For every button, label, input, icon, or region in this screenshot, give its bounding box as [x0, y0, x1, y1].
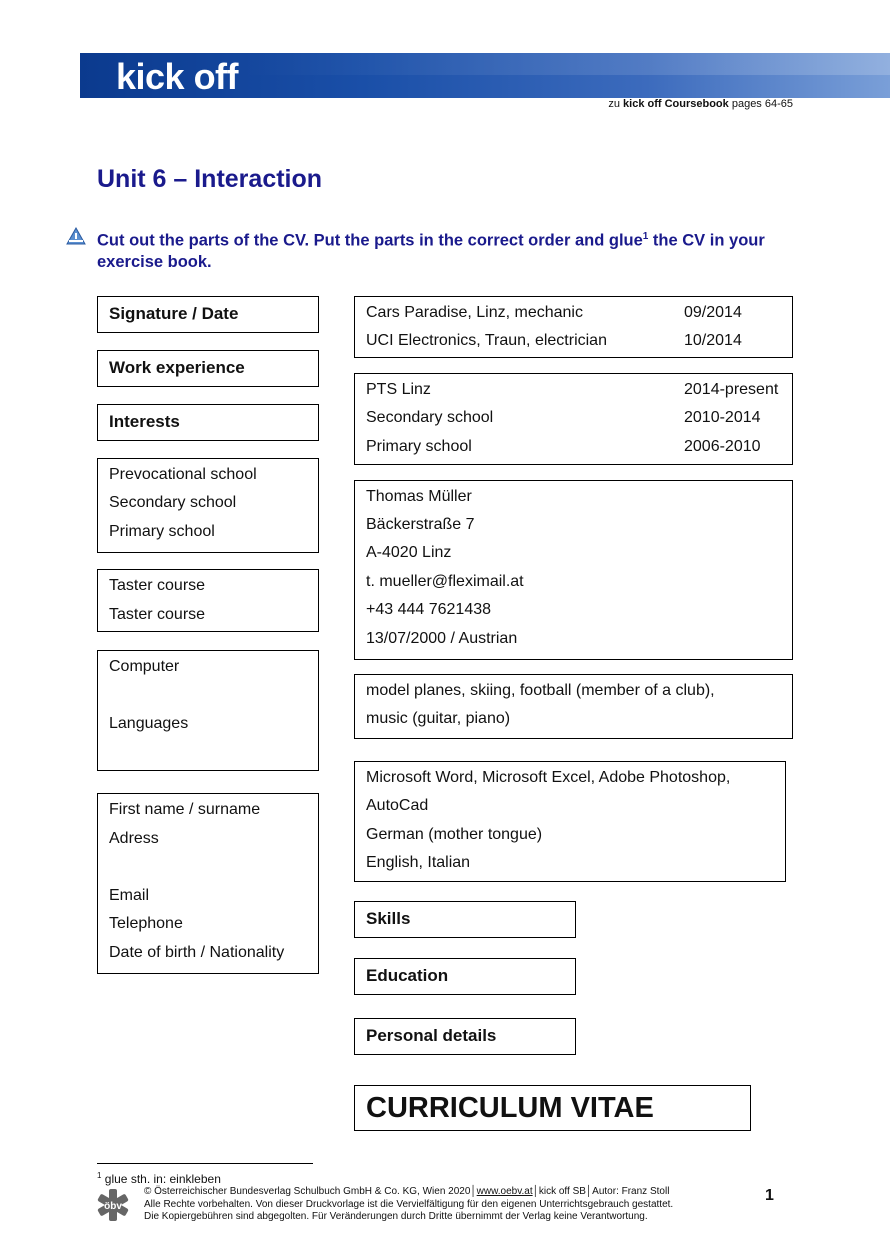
oebv-logo-icon	[96, 1188, 130, 1222]
computer-skills: Microsoft Word, Microsoft Excel, Adobe Photoshop,	[366, 769, 731, 786]
education-heading: Education	[366, 966, 449, 985]
interests-entry: model planes, skiing, football (member of a club),	[366, 682, 715, 699]
education-heading-box[interactable]	[354, 958, 576, 995]
skills-entries-box[interactable]	[354, 761, 786, 882]
school-label: Prevocational school	[109, 466, 257, 483]
personal-entries-box[interactable]	[354, 480, 793, 660]
personal-city: A-4020 Linz	[366, 544, 452, 561]
personal-labels-box[interactable]	[97, 793, 319, 974]
signature-date-label: Signature / Date	[109, 304, 239, 323]
personal-birth-nationality: 13/07/2000 / Austrian	[366, 630, 518, 647]
education-labels-box[interactable]	[97, 458, 319, 553]
education-date: 2010-2014	[684, 409, 761, 426]
personal-details-heading: Personal details	[366, 1026, 497, 1045]
cv-title-box[interactable]	[354, 1085, 751, 1131]
education-date: 2014-present	[684, 381, 779, 398]
personal-email: t. mueller@fleximail.at	[366, 573, 524, 590]
personal-details-heading-box[interactable]	[354, 1018, 576, 1055]
personal-phone: +43 444 7621438	[366, 601, 492, 618]
birth-nationality-label: Date of birth / Nationality	[109, 944, 285, 961]
personal-street: Bäckerstraße 7	[366, 516, 475, 533]
skills-heading: Skills	[366, 909, 411, 928]
coursebook-reference: zu kick off Coursebook pages 64-65	[608, 98, 793, 110]
signature-date-box[interactable]	[97, 296, 319, 333]
job-entry: Cars Paradise, Linz, mechanic	[366, 304, 583, 321]
education-entry: PTS Linz	[366, 381, 431, 398]
personal-name: Thomas Müller	[366, 488, 472, 505]
job-date: 10/2014	[684, 332, 742, 349]
skills-labels-box[interactable]	[97, 650, 319, 771]
skills-heading-box[interactable]	[354, 901, 576, 938]
interests-label: Interests	[109, 412, 180, 431]
computer-skills: AutoCad	[366, 797, 429, 814]
address-label: Adress	[109, 830, 159, 847]
work-experience-label: Work experience	[109, 358, 245, 377]
language-skills: German (mother tongue)	[366, 826, 543, 843]
kick-off-logo: kick off	[116, 56, 239, 97]
oebv-logo-text: öbv	[104, 1201, 122, 1212]
taster-course-label: Taster course	[109, 606, 206, 623]
education-entry: Secondary school	[366, 409, 494, 426]
task-instruction: Cut out the parts of the CV. Put the parts in the correct order and glue$^1$ the CV in your exercise book.	[97, 231, 765, 271]
job-entry: UCI Electronics, Traun, electrician	[366, 332, 607, 349]
telephone-label: Telephone	[109, 915, 183, 932]
computer-label: Computer	[109, 658, 180, 675]
education-entries-box[interactable]	[354, 373, 793, 465]
footnote: $^1$ glue sth. in: einkleben	[97, 1171, 221, 1186]
education-date: 2006-2010	[684, 438, 761, 455]
work-experience-box[interactable]	[97, 350, 319, 387]
education-entry: Primary school	[366, 438, 472, 455]
taster-course-label: Taster course	[109, 577, 206, 594]
banner-highlight	[240, 53, 890, 75]
page-title: Unit 6 – Interaction	[97, 165, 323, 193]
interests-box[interactable]	[97, 404, 319, 441]
interests-entry: music (guitar, piano)	[366, 710, 511, 727]
school-label: Secondary school	[109, 494, 237, 511]
languages-label: Languages	[109, 715, 189, 732]
school-label: Primary school	[109, 523, 215, 540]
footnote-rule	[97, 1163, 313, 1164]
cv-title: CURRICULUM VITAE	[366, 1092, 654, 1124]
work-labels-box[interactable]	[97, 569, 319, 632]
task-triangle-icon	[66, 227, 86, 245]
copyright-notice: © Österreichischer Bundesverlag Schulbuch GmbH & Co. KG, Wien 2020│www.oebv.at│kick off SB│Autor: Franz Stoll Alle Rechte vorbehalten. Von dieser Druckvorlage ist die Vervielfältigung für den eigenen Unterrichtsgebrauch gestattet. Die Kopiergebühren sind abgegolten. Für Veränderungen durch Dritte übernimmt der Verlag keine Verantwortung.	[144, 1186, 674, 1222]
jobs-box[interactable]	[354, 296, 793, 358]
email-label: Email	[109, 887, 150, 904]
job-date: 09/2014	[684, 304, 742, 321]
language-skills: English, Italian	[366, 854, 471, 871]
page-number: 1	[765, 1187, 774, 1204]
interests-entries-box[interactable]	[354, 674, 793, 739]
name-label: First name / surname	[109, 801, 261, 818]
oebv-link[interactable]: www.oebv.at	[476, 1186, 533, 1197]
